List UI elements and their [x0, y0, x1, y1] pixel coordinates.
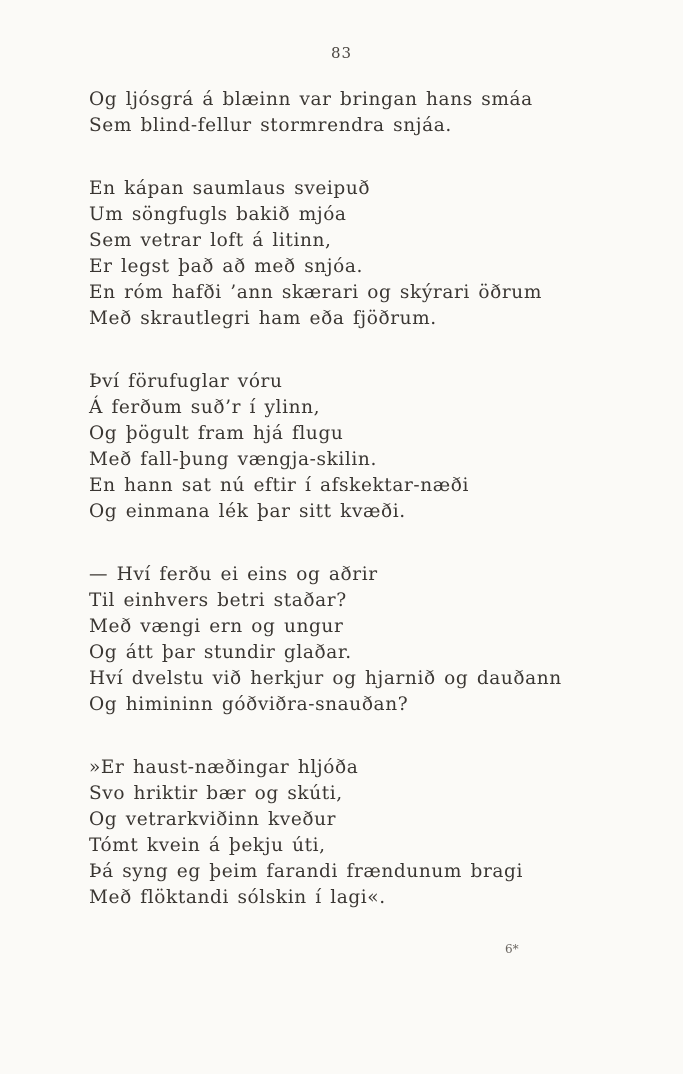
- poem-line: En kápan saumlaus sveipuð: [89, 178, 371, 199]
- poem-line: Og átt þar stundir glaðar.: [89, 642, 352, 663]
- poem-line: Og himininn góðviðra-snauðan?: [89, 694, 409, 715]
- poem-line: Með fall-þung vængja-skilin.: [89, 449, 377, 470]
- poem-line: Og ljósgrá á blæinn var bringan hans smáa: [89, 89, 533, 110]
- poem-line: »Er haust-næðingar hljóða: [89, 757, 359, 778]
- poem-line: Á ferðum suð’r í ylinn,: [89, 397, 321, 418]
- poem-line: En hann sat nú eftir í afskektar-næði: [89, 475, 470, 496]
- poem-line: Og þögult fram hjá flugu: [89, 423, 344, 444]
- poem-line: Sem blind-fellur stormrendra snjáa.: [89, 115, 452, 136]
- poem: [89, 87, 649, 948]
- poem-line: — Hví ferðu ei eins og aðrir: [89, 564, 378, 585]
- signature-mark: 6*: [505, 942, 519, 956]
- poem-line: Um söngfugls bakið mjóa: [89, 204, 347, 225]
- poem-line: Með flöktandi sólskin í lagi«.: [89, 887, 386, 908]
- poem-line: Þá syng eg þeim farandi frændunum bragi: [89, 861, 523, 882]
- stanza-4: [89, 562, 649, 718]
- stanza-2: [89, 176, 649, 332]
- poem-line: Því förufuglar vóru: [89, 371, 283, 392]
- poem-line: Með vængi ern og ungur: [89, 616, 344, 637]
- poem-line: Svo hriktir bær og skúti,: [89, 783, 343, 804]
- poem-line: Og einmana lék þar sitt kvæði.: [89, 501, 406, 522]
- poem-line: Er legst það að með snjóa.: [89, 256, 363, 277]
- poem-line: En róm hafði ’ann skærari og skýrari öðrum: [89, 282, 542, 303]
- poem-line: Hví dvelstu við herkjur og hjarnið og dauðann: [89, 668, 562, 689]
- poem-line: Sem vetrar loft á litinn,: [89, 230, 332, 251]
- stanza-1: [89, 87, 649, 139]
- poem-line: Tómt kvein á þekju úti,: [89, 835, 326, 856]
- poem-line: Með skrautlegri ham eða fjöðrum.: [89, 308, 437, 329]
- page-number: 83: [330, 44, 353, 62]
- poem-line: Og vetrarkviðinn kveður: [89, 809, 337, 830]
- stanza-3: [89, 369, 649, 525]
- stanza-5: [89, 755, 649, 911]
- poem-line: Til einhvers betri staðar?: [89, 590, 347, 611]
